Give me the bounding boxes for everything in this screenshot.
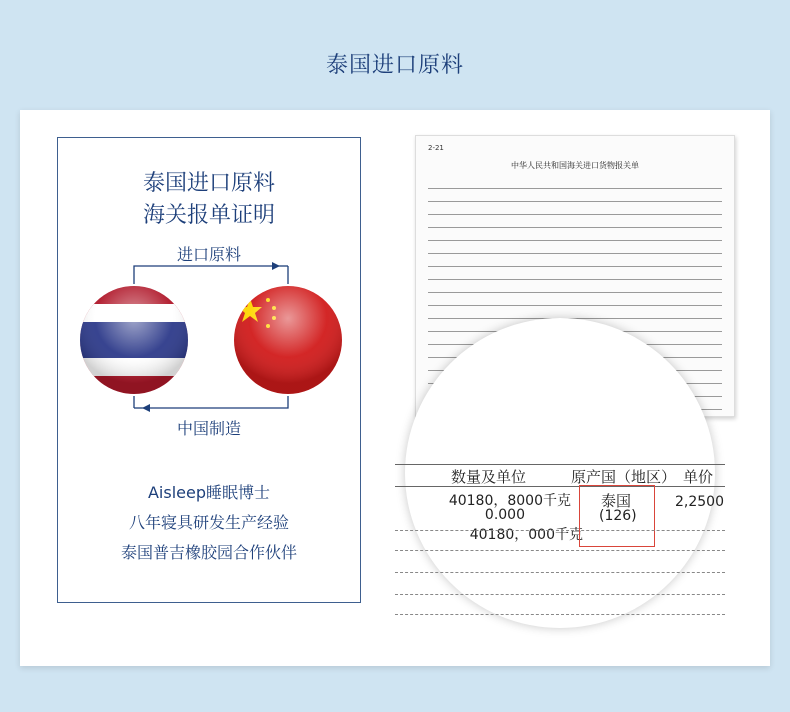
- certificate-panel: [57, 137, 361, 603]
- quantity-header: 数量及单位: [451, 468, 527, 486]
- content-card: [20, 110, 770, 666]
- brand-tagline: Aisleep睡眠博士: [147, 483, 271, 502]
- made-in-china-label: 中国制造: [176, 419, 241, 438]
- made-in-china-arrow: [142, 396, 288, 408]
- china-flag-icon: [234, 286, 342, 394]
- quantity-line-2: 0.000: [484, 507, 525, 523]
- import-arrow: [134, 266, 280, 284]
- page-title: 泰国进口原料: [325, 53, 464, 78]
- quantity-line-1: 40180，8000千克: [448, 493, 571, 509]
- quantity-line-3: 40180，000千克: [469, 527, 583, 543]
- panel-title-line2: 海关报单证明: [142, 203, 275, 228]
- origin-country: 泰国: [601, 492, 632, 510]
- experience-tagline: 八年寝具研发生产经验: [128, 513, 289, 532]
- panel-title-line1: 泰国进口原料: [142, 171, 275, 196]
- document-code: 2-21: [428, 144, 444, 152]
- thailand-flag-icon: [80, 286, 188, 394]
- unit-price-header: 单价: [683, 468, 714, 486]
- unit-price-value: 2,2500: [675, 494, 724, 510]
- origin-country-code: (126): [599, 508, 637, 524]
- import-materials-label: 进口原料: [176, 245, 241, 264]
- origin-header: 原产国（地区）: [571, 468, 677, 486]
- magnifier-zoom: [405, 318, 724, 628]
- document-title: 中华人民共和国海关进口货物报关单: [511, 161, 639, 170]
- partner-tagline: 泰国普吉橡胶园合作伙伴: [120, 543, 297, 562]
